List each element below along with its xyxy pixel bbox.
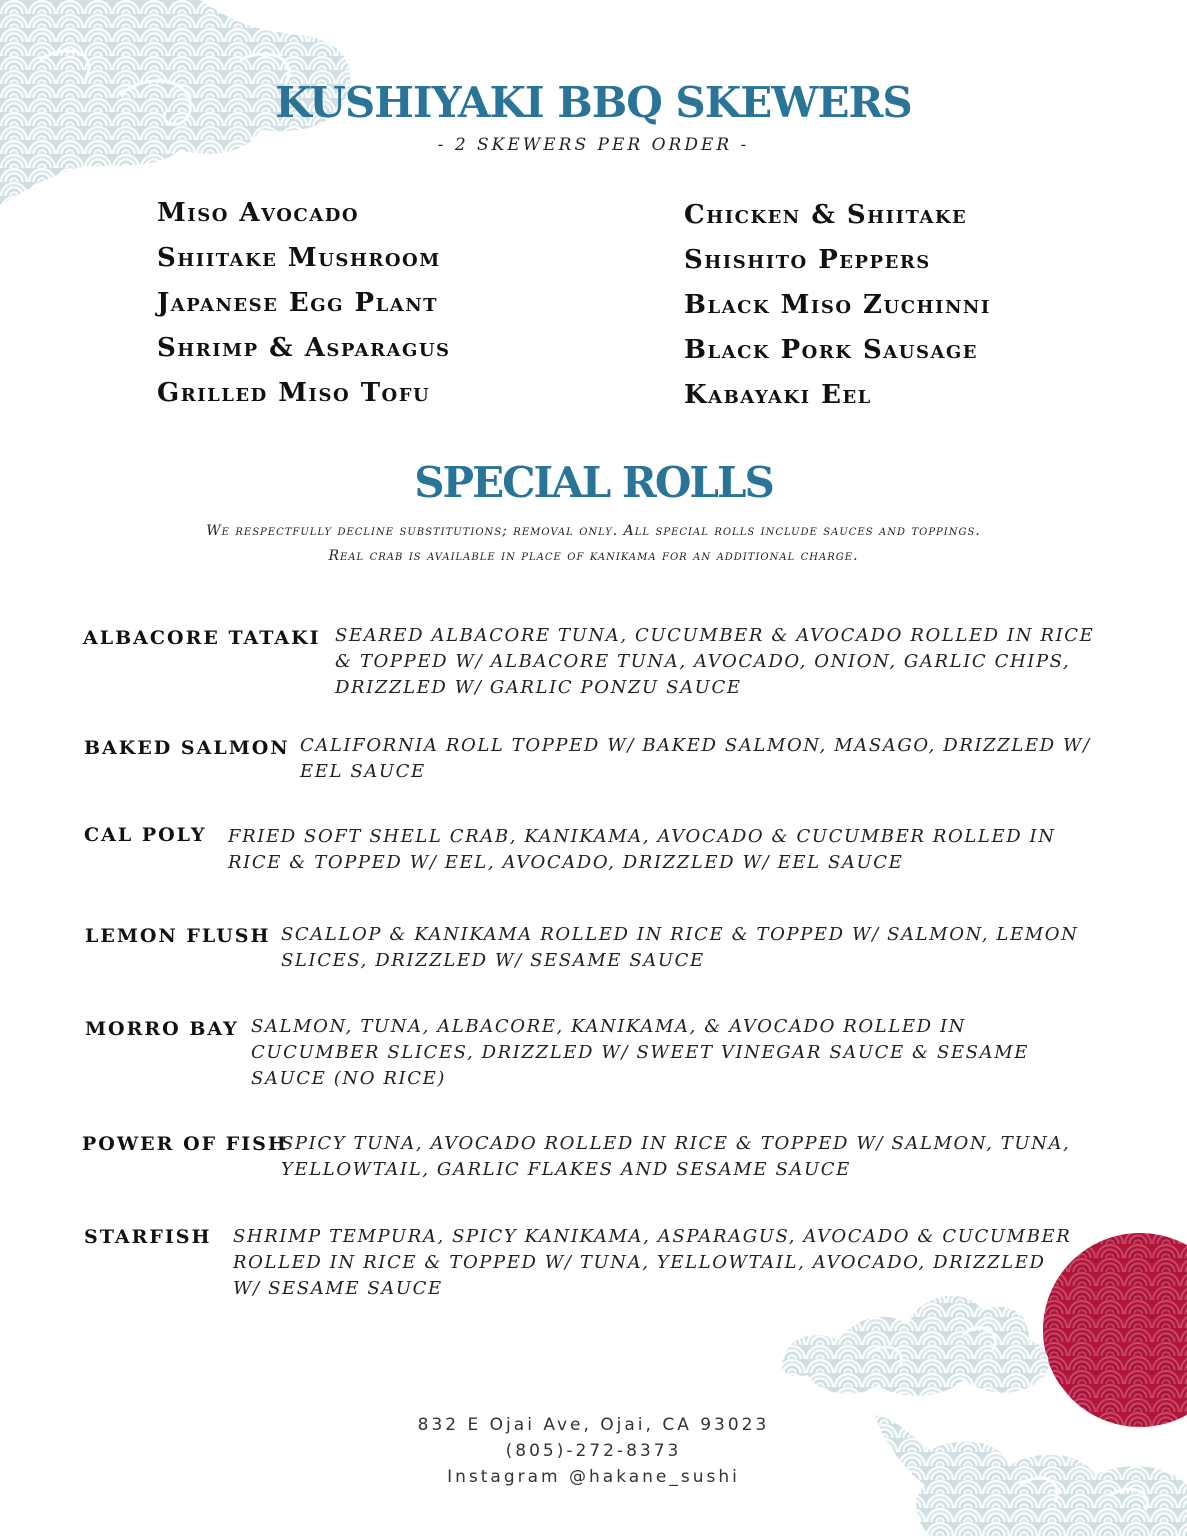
roll-description-line: SCALLOP & KANIKAMA ROLLED IN RICE & TOPPED W/ SALMON, LEMON [281,924,1079,945]
roll-description-line: EEL SAUCE [300,761,426,782]
skewer-item: Chicken & Shiitake [684,200,968,230]
roll-description [281,1131,1070,1183]
skewers-list-left [157,197,451,422]
roll-description-line: SHRIMP TEMPURA, SPICY KANIKAMA, ASPARAGUS, AVOCADO & CUCUMBER [233,1226,1072,1247]
footer-instagram: Instagram @hakane_sushi [447,1467,740,1487]
footer-address: 832 E Ojai Ave, Ojai, CA 93023 [417,1415,770,1435]
roll-description-line: SPICY TUNA, AVOCADO ROLLED IN RICE & TOPPED W/ SALMON, TUNA, [281,1133,1071,1154]
footer-phone: (805)-272-8373 [505,1441,682,1461]
roll-description-line: W/ SESAME SAUCE [233,1278,443,1299]
skewer-item: Black Miso Zuchinni [684,290,991,320]
roll-description-line: SALMON, TUNA, ALBACORE, KANIKAMA, & AVOCADO ROLLED IN [251,1016,967,1037]
skewer-item: Shiitake Mushroom [157,243,441,273]
roll-name: LEMON FLUSH [85,925,271,947]
roll-description [233,1224,1071,1302]
roll-description [228,824,1056,876]
skewer-item: Grilled Miso Tofu [157,378,431,408]
skewer-item: Shishito Peppers [684,245,931,275]
roll-description [335,623,1094,701]
real-crab-note: Real crab is available in place of kanikama for an additional charge. [328,548,859,564]
roll-name: CAL POLY [84,824,207,846]
roll-description-line: CUCUMBER SLICES, DRIZZLED W/ SWEET VINEGAR SAUCE & SESAME [251,1042,1029,1063]
roll-description-line: SEARED ALBACORE TUNA, CUCUMBER & AVOCADO ROLLED IN RICE [335,625,1095,646]
roll-description-line: RICE & TOPPED W/ EEL, AVOCADO, DRIZZLED W/ EEL SAUCE [228,852,904,873]
skewers-subtitle: - 2 SKEWERS PER ORDER - [437,135,750,155]
roll-name: BAKED SALMON [84,737,290,759]
roll-description-line: CALIFORNIA ROLL TOPPED W/ BAKED SALMON, MASAGO, DRIZZLED W/ [300,735,1091,756]
roll-name: STARFISH [84,1226,212,1248]
roll-description-line: SAUCE (NO RICE) [251,1068,446,1089]
skewer-item: Kabayaki Eel [684,380,872,410]
special-rolls-title: SPECIAL ROLLS [414,458,773,507]
roll-description [300,733,1091,785]
roll-name: MORRO BAY [85,1018,239,1040]
skewer-item: Japanese Egg Plant [157,288,439,318]
skewers-title: KUSHIYAKI BBQ SKEWERS [275,78,912,127]
roll-description-line: YELLOWTAIL, GARLIC FLAKES AND SESAME SAUCE [281,1159,851,1180]
roll-description [251,1014,1029,1092]
roll-description-line: & TOPPED W/ ALBACORE TUNA, AVOCADO, ONION, GARLIC CHIPS, [335,651,1071,672]
roll-description-line: FRIED SOFT SHELL CRAB, KANIKAMA, AVOCADO & CUCUMBER ROLLED IN [228,826,1056,847]
substitution-note: We respectfully decline substitutions; removal only. All special rolls include sauces and toppings. [206,523,981,539]
roll-name: ALBACORE TATAKI [83,627,321,649]
skewer-item: Shrimp & Asparagus [157,333,451,363]
skewer-item: Black Pork Sausage [684,335,979,365]
roll-description-line: ROLLED IN RICE & TOPPED W/ TUNA, YELLOWTAIL, AVOCADO, DRIZZLED [233,1252,1046,1273]
roll-description [281,922,1078,974]
roll-description-line: DRIZZLED W/ GARLIC PONZU SAUCE [335,677,742,698]
skewer-item: Miso Avocado [157,198,360,228]
skewers-list-right [684,199,991,424]
roll-name: POWER OF FISH [82,1133,288,1155]
roll-description-line: SLICES, DRIZZLED W/ SESAME SAUCE [281,950,705,971]
